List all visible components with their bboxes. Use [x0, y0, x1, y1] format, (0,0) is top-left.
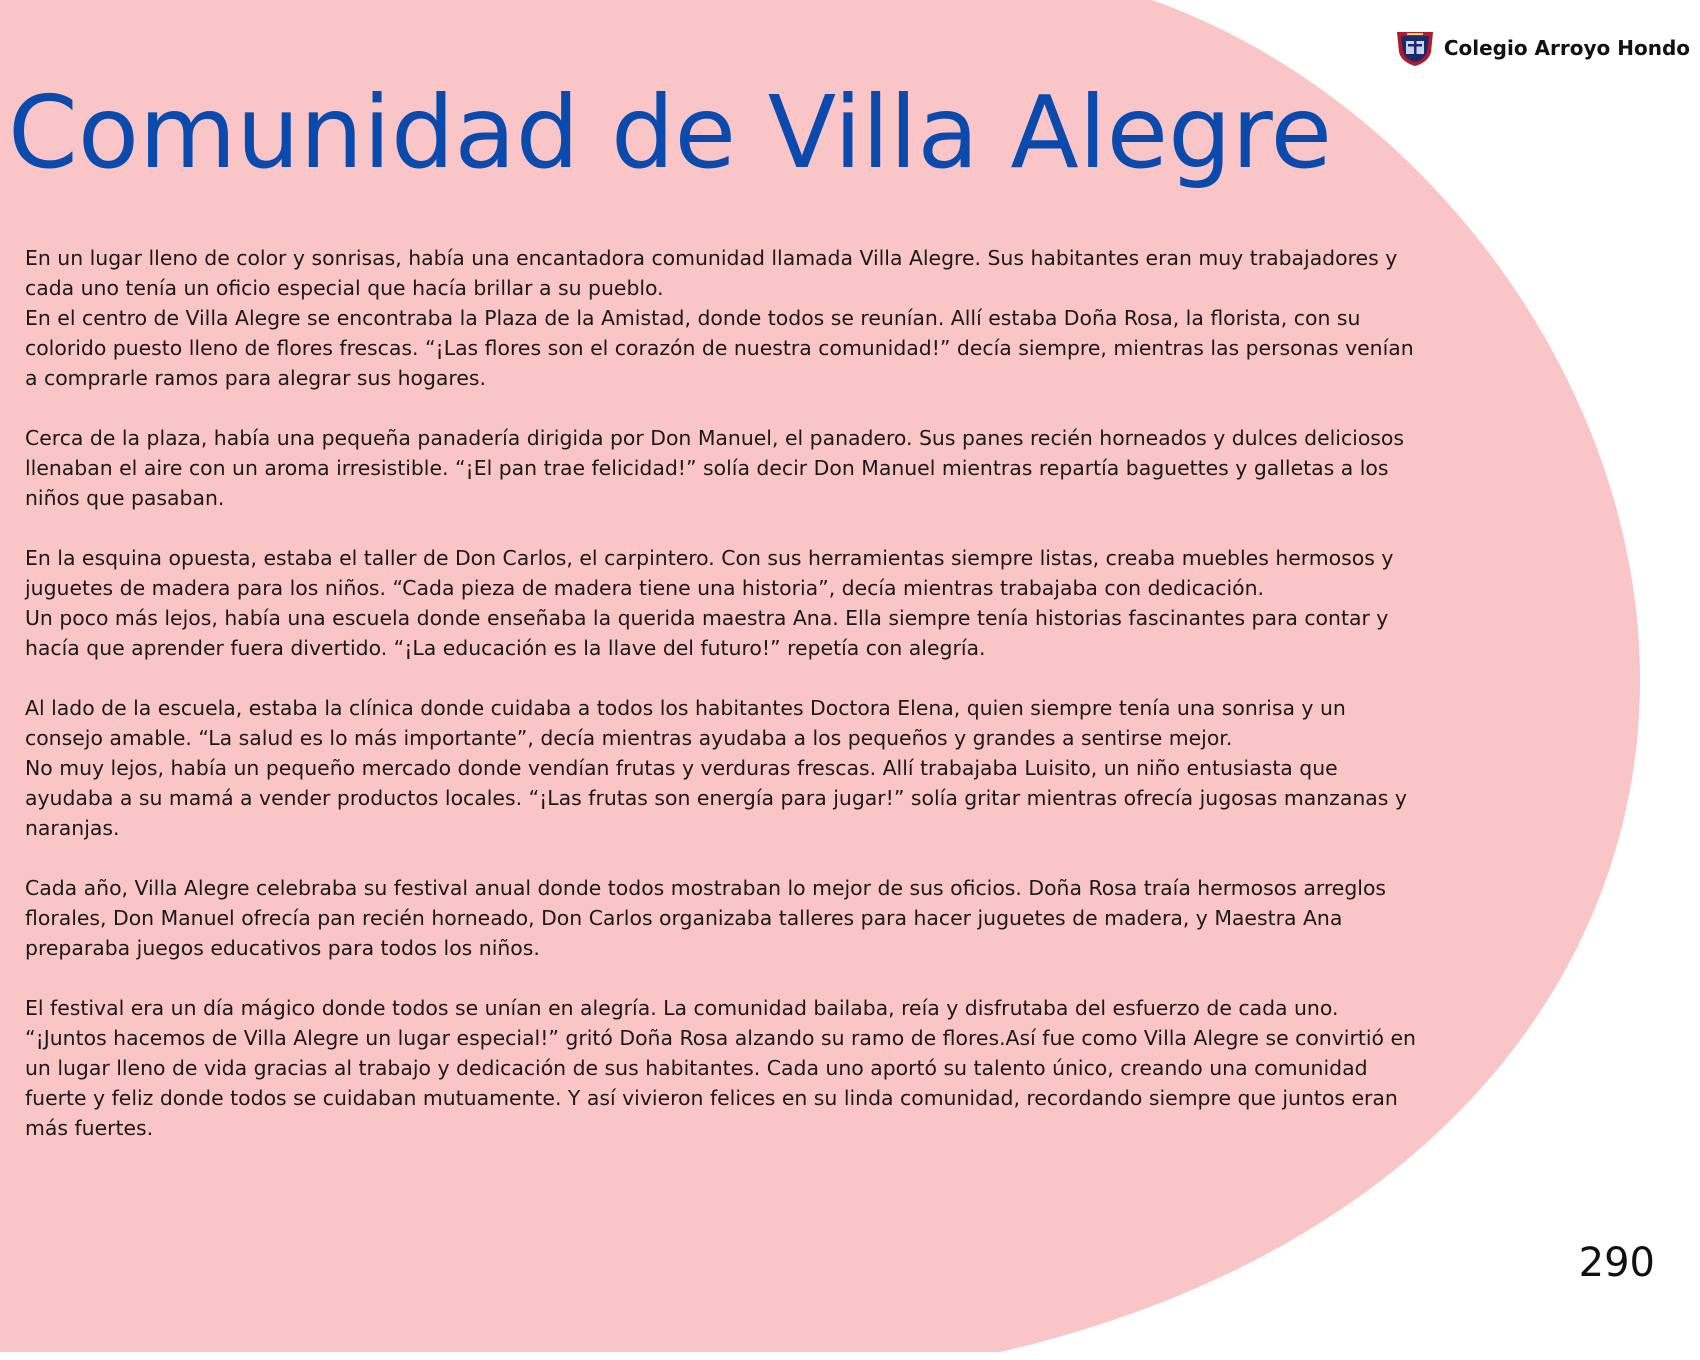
- school-header: [1394, 28, 1690, 68]
- story-text: [25, 243, 1425, 1143]
- story-paragraph: Un poco más lejos, había una escuela donde enseñaba la querida maestra Ana. Ella siempre tenía historias fascinantes para contar y hacía que aprender fuera divertido. “¡La educación es la llave del futuro!” repetía con alegría.: [25, 606, 1389, 660]
- school-name: Colegio Arroyo Hondo: [1443, 36, 1690, 60]
- story-paragraph: No muy lejos, había un pequeño mercado donde vendían frutas y verduras frescas. Allí trabajaba Luisito, un niño entusiasta que ayudaba a su mamá a vender productos locales. “¡Las frutas son energía para jugar!” solía gritar mientras ofrecía jugosas manzanas y naranjas.: [25, 756, 1407, 840]
- story-paragraph: En un lugar lleno de color y sonrisas, había una encantadora comunidad llamada Villa Alegre. Sus habitantes eran muy trabajadores y cada uno tenía un oficio especial que hacía brillar a su pueblo.: [25, 246, 1398, 300]
- story-paragraph: Cerca de la plaza, había una pequeña panadería dirigida por Don Manuel, el panadero. Sus panes recién horneados y dulces deliciosos llenaban el aire con un aroma irresistible. “¡El pan trae felicidad!” solía decir Don Manuel mientras repartía baguettes y galletas a los niños que pasaban.: [25, 426, 1405, 510]
- page-number: 290: [1578, 1240, 1655, 1286]
- story-paragraph: Cada año, Villa Alegre celebraba su festival anual donde todos mostraban lo mejor de sus oficios. Doña Rosa traía hermosos arreglos florales, Don Manuel ofrecía pan recién horneado, Don Carlos organizaba talleres para hacer juguetes de madera, y Maestra Ana preparaba juegos educativos para todos los niños.: [25, 876, 1387, 960]
- story-paragraph: El festival era un día mágico donde todos se unían en alegría. La comunidad bailaba, reía y disfrutaba del esfuerzo de cada uno. “¡Juntos hacemos de Villa Alegre un lugar especial!” gritó Doña Rosa alzando su ramo de flores.Así fue como Villa Alegre se convirtió en un lugar lleno de vida gracias al trabajo y dedicación de sus habitantes. Cada uno aportó su talento único, creando una comunidad fuerte y feliz donde todos se cuidaban mutuamente. Y así vivieron felices en su linda comunidad, recordando siempre que juntos eran más fuertes.: [25, 996, 1416, 1140]
- story-paragraph: Al lado de la escuela, estaba la clínica donde cuidaba a todos los habitantes Doctora Elena, quien siempre tenía una sonrisa y un consejo amable. “La salud es lo más importante”, decía mientras ayudaba a los pequeños y grandes a sentirse mejor.: [25, 696, 1346, 750]
- story-paragraph: En el centro de Villa Alegre se encontraba la Plaza de la Amistad, donde todos se reunían. Allí estaba Doña Rosa, la florista, con su colorido puesto lleno de flores frescas. “¡Las flores son el corazón de nuestra comunidad!” decía siempre, mientras las personas venían a comprarle ramos para alegrar sus hogares.: [25, 306, 1414, 390]
- story-paragraph: En la esquina opuesta, estaba el taller de Don Carlos, el carpintero. Con sus herramientas siempre listas, creaba muebles hermosos y juguetes de madera para los niños. “Cada pieza de madera tiene una historia”, decía mientras trabajaba con dedicación.: [25, 546, 1394, 600]
- page-title: Comunidad de Villa Alegre: [8, 74, 1333, 191]
- school-crest-icon: [1394, 28, 1436, 68]
